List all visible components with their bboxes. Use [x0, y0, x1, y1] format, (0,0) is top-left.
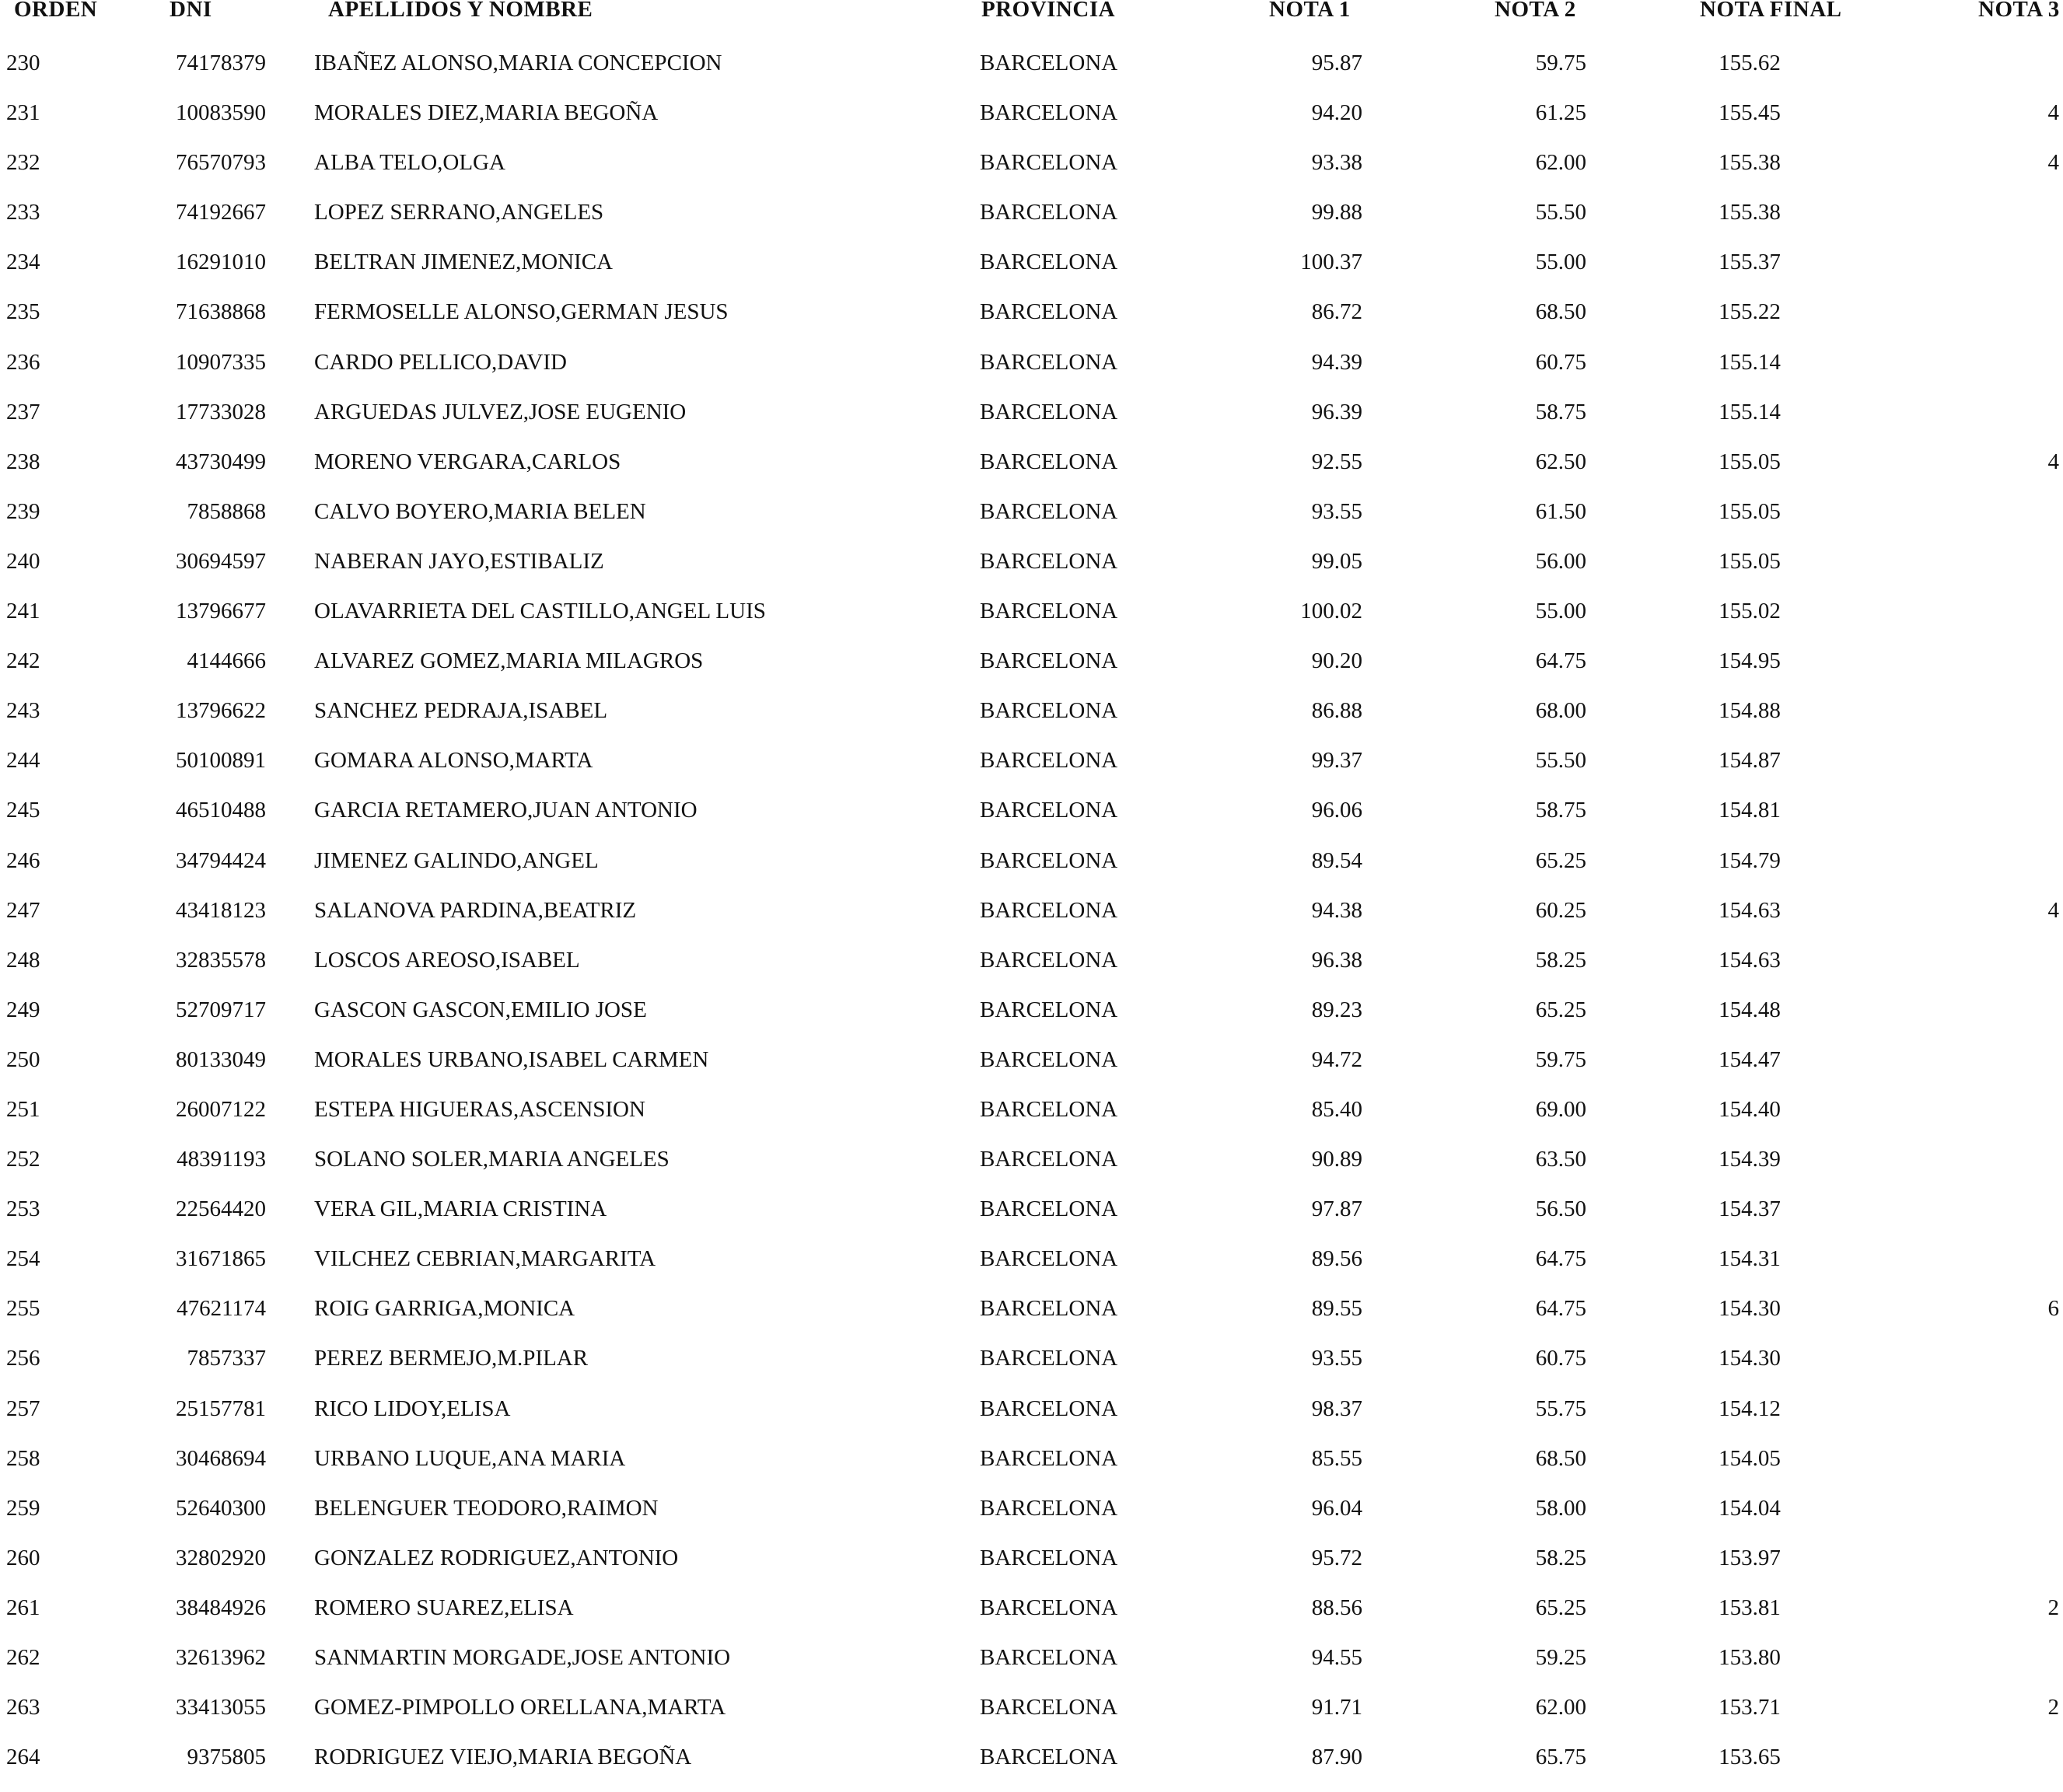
cell-orden: 245 — [6, 798, 40, 823]
cell-nota2: 58.75 — [1535, 798, 1586, 823]
cell-orden: 239 — [6, 498, 40, 524]
cell-provincia: BARCELONA — [980, 798, 1118, 823]
cell-orden: 240 — [6, 548, 40, 574]
cell-dni: 46510488 — [176, 798, 266, 823]
table-row — [0, 696, 2063, 746]
cell-nota2: 58.00 — [1535, 1495, 1586, 1521]
cell-provincia: BARCELONA — [980, 150, 1118, 176]
cell-dni: 71638868 — [176, 299, 266, 325]
header-orden: ORDEN — [14, 0, 98, 22]
table-row — [0, 348, 2063, 397]
cell-dni: 31671865 — [176, 1246, 266, 1272]
cell-nombre: BELENGUER TEODORO,RAIMON — [314, 1495, 659, 1521]
cell-dni: 30468694 — [176, 1445, 266, 1471]
cell-nota1: 95.87 — [1311, 51, 1362, 75]
cell-nota1: 93.38 — [1311, 150, 1362, 176]
cell-nota2: 55.50 — [1535, 748, 1586, 774]
cell-nota1: 94.72 — [1311, 1046, 1362, 1072]
cell-nota2: 65.75 — [1535, 1745, 1586, 1770]
cell-nota3: 2 — [2047, 1595, 2059, 1620]
cell-nota2: 64.75 — [1535, 1296, 1586, 1322]
table-row — [0, 1643, 2063, 1692]
cell-dni: 10083590 — [176, 100, 266, 126]
cell-orden: 243 — [6, 698, 40, 724]
cell-nota1: 85.55 — [1311, 1445, 1362, 1471]
cell-nota1: 85.40 — [1311, 1096, 1362, 1122]
cell-provincia: BARCELONA — [980, 498, 1118, 524]
cell-nota1: 90.89 — [1311, 1147, 1362, 1172]
cell-nombre: GONZALEZ RODRIGUEZ,ANTONIO — [314, 1545, 679, 1570]
cell-nota1: 87.90 — [1311, 1745, 1362, 1770]
cell-nota-final: 155.05 — [1719, 498, 1781, 524]
cell-nota-final: 153.80 — [1719, 1645, 1781, 1670]
cell-dni: 38484926 — [176, 1595, 266, 1620]
header-dni: DNI — [170, 0, 212, 22]
cell-nota1: 99.05 — [1311, 548, 1362, 574]
cell-nombre: GOMEZ-PIMPOLLO ORELLANA,MARTA — [314, 1695, 726, 1720]
header-nota2: NOTA 2 — [1495, 0, 1576, 22]
table-row — [0, 1394, 2063, 1444]
cell-nota-final: 154.81 — [1719, 798, 1781, 823]
cell-nota1: 96.04 — [1311, 1495, 1362, 1521]
cell-nota2: 62.00 — [1535, 1695, 1586, 1720]
cell-nota1: 93.55 — [1311, 498, 1362, 524]
cell-dni: 4144666 — [187, 648, 266, 674]
cell-nota3: 6 — [2047, 1296, 2059, 1322]
cell-nota2: 68.50 — [1535, 1445, 1586, 1471]
cell-provincia: BARCELONA — [980, 200, 1118, 225]
cell-nota-final: 153.81 — [1719, 1595, 1781, 1620]
cell-nota2: 63.50 — [1535, 1147, 1586, 1172]
cell-dni: 13796622 — [176, 698, 266, 724]
cell-nota1: 95.72 — [1311, 1545, 1362, 1570]
cell-nota2: 69.00 — [1535, 1096, 1586, 1122]
cell-nota3: 4 — [2047, 449, 2059, 474]
cell-orden: 258 — [6, 1445, 40, 1471]
cell-nota2: 58.75 — [1535, 399, 1586, 424]
cell-provincia: BARCELONA — [980, 1346, 1118, 1371]
table-row — [0, 1444, 2063, 1493]
cell-nota2: 60.75 — [1535, 349, 1586, 375]
cell-nombre: NABERAN JAYO,ESTIBALIZ — [314, 548, 604, 574]
cell-orden: 232 — [6, 150, 40, 176]
cell-nombre: BELTRAN JIMENEZ,MONICA — [314, 250, 613, 275]
cell-provincia: BARCELONA — [980, 1296, 1118, 1322]
cell-nombre: VILCHEZ CEBRIAN,MARGARITA — [314, 1246, 656, 1272]
cell-dni: 32802920 — [176, 1545, 266, 1570]
cell-nombre: PEREZ BERMEJO,M.PILAR — [314, 1346, 589, 1371]
table-row — [0, 197, 2063, 247]
cell-nota2: 56.00 — [1535, 548, 1586, 574]
table-row — [0, 1244, 2063, 1294]
cell-dni: 52709717 — [176, 997, 266, 1022]
cell-provincia: BARCELONA — [980, 1645, 1118, 1670]
cell-nota3: 4 — [2047, 100, 2059, 126]
cell-nota2: 59.25 — [1535, 1645, 1586, 1670]
cell-nota-final: 155.37 — [1719, 250, 1781, 275]
cell-nombre: MORALES URBANO,ISABEL CARMEN — [314, 1046, 709, 1072]
cell-nota-final: 154.31 — [1719, 1246, 1781, 1272]
cell-nota1: 97.87 — [1311, 1196, 1362, 1222]
cell-provincia: BARCELONA — [980, 349, 1118, 375]
cell-nota2: 61.25 — [1535, 100, 1586, 126]
cell-nota2: 68.00 — [1535, 698, 1586, 724]
table-row — [0, 547, 2063, 596]
cell-nota1: 94.39 — [1311, 349, 1362, 375]
cell-nota3: 2 — [2047, 1695, 2059, 1720]
cell-nota2: 62.00 — [1535, 150, 1586, 176]
cell-provincia: BARCELONA — [980, 847, 1118, 873]
table-row — [0, 1095, 2063, 1144]
header-nota-final: NOTA FINAL — [1700, 0, 1842, 22]
cell-nota-final: 154.47 — [1719, 1046, 1781, 1072]
cell-nombre: ROMERO SUAREZ,ELISA — [314, 1595, 574, 1620]
table-row — [0, 1343, 2063, 1393]
cell-dni: 47621174 — [177, 1296, 266, 1322]
cell-provincia: BARCELONA — [980, 599, 1118, 624]
cell-nombre: GARCIA RETAMERO,JUAN ANTONIO — [314, 798, 698, 823]
cell-nota2: 68.50 — [1535, 299, 1586, 325]
table-row — [0, 896, 2063, 945]
cell-dni: 17733028 — [176, 399, 266, 424]
cell-nota1: 99.88 — [1311, 200, 1362, 225]
cell-orden: 230 — [6, 51, 40, 75]
cell-nota-final: 155.14 — [1719, 399, 1781, 424]
cell-provincia: BARCELONA — [980, 299, 1118, 325]
cell-orden: 241 — [6, 599, 40, 624]
cell-dni: 26007122 — [176, 1096, 266, 1122]
cell-orden: 238 — [6, 449, 40, 474]
cell-provincia: BARCELONA — [980, 648, 1118, 674]
cell-nota-final: 155.45 — [1719, 100, 1781, 126]
cell-orden: 257 — [6, 1396, 40, 1421]
cell-provincia: BARCELONA — [980, 698, 1118, 724]
cell-nota-final: 154.48 — [1719, 997, 1781, 1022]
cell-orden: 246 — [6, 847, 40, 873]
cell-nota-final: 154.79 — [1719, 847, 1781, 873]
cell-nota-final: 155.02 — [1719, 599, 1781, 624]
table-row — [0, 746, 2063, 795]
cell-nota-final: 154.12 — [1719, 1396, 1781, 1421]
cell-nombre: RODRIGUEZ VIEJO,MARIA BEGOÑA — [314, 1745, 692, 1770]
cell-nombre: ROIG GARRIGA,MONICA — [314, 1296, 575, 1322]
cell-orden: 231 — [6, 100, 40, 126]
cell-provincia: BARCELONA — [980, 548, 1118, 574]
cell-orden: 235 — [6, 299, 40, 325]
cell-nota2: 55.00 — [1535, 250, 1586, 275]
cell-nombre: LOPEZ SERRANO,ANGELES — [314, 200, 604, 225]
table-row — [0, 497, 2063, 547]
cell-dni: 76570793 — [176, 150, 266, 176]
cell-dni: 74178379 — [176, 51, 266, 75]
cell-nota2: 58.25 — [1535, 947, 1586, 973]
cell-nota1: 96.06 — [1311, 798, 1362, 823]
cell-orden: 250 — [6, 1046, 40, 1072]
cell-nota1: 88.56 — [1311, 1595, 1362, 1620]
table-row — [0, 945, 2063, 995]
table-row — [0, 247, 2063, 297]
cell-nota2: 56.50 — [1535, 1196, 1586, 1222]
cell-orden: 259 — [6, 1495, 40, 1521]
table-row — [0, 1194, 2063, 1244]
cell-dni: 22564420 — [176, 1196, 266, 1222]
cell-nota1: 91.71 — [1311, 1695, 1362, 1720]
cell-nombre: SOLANO SOLER,MARIA ANGELES — [314, 1147, 670, 1172]
cell-nota2: 60.75 — [1535, 1346, 1586, 1371]
cell-orden: 255 — [6, 1296, 40, 1322]
cell-orden: 249 — [6, 997, 40, 1022]
cell-orden: 236 — [6, 349, 40, 375]
cell-dni: 13796677 — [176, 599, 266, 624]
cell-nota1: 96.39 — [1311, 399, 1362, 424]
cell-nota1: 94.55 — [1311, 1645, 1362, 1670]
cell-nota1: 89.23 — [1311, 997, 1362, 1022]
table-row — [0, 148, 2063, 197]
cell-nota-final: 154.04 — [1719, 1495, 1781, 1521]
cell-dni: 34794424 — [176, 847, 266, 873]
cell-provincia: BARCELONA — [980, 399, 1118, 424]
cell-nota1: 98.37 — [1311, 1396, 1362, 1421]
cell-orden: 247 — [6, 897, 40, 923]
cell-provincia: BARCELONA — [980, 1046, 1118, 1072]
cell-nota2: 65.25 — [1535, 1595, 1586, 1620]
table-row — [0, 1045, 2063, 1095]
cell-orden: 254 — [6, 1246, 40, 1272]
cell-nota-final: 153.97 — [1719, 1545, 1781, 1570]
cell-dni: 80133049 — [176, 1046, 266, 1072]
cell-orden: 234 — [6, 250, 40, 275]
table-row — [0, 795, 2063, 845]
cell-nota-final: 153.65 — [1719, 1745, 1781, 1770]
table-body — [0, 48, 2063, 1792]
cell-nombre: SALANOVA PARDINA,BEATRIZ — [314, 897, 637, 923]
cell-nombre: JIMENEZ GALINDO,ANGEL — [314, 847, 599, 873]
cell-provincia: BARCELONA — [980, 1196, 1118, 1222]
cell-nombre: ESTEPA HIGUERAS,ASCENSION — [314, 1096, 645, 1122]
cell-nota2: 58.25 — [1535, 1545, 1586, 1570]
header-nota3: NOTA 3 — [1978, 0, 2060, 22]
cell-nota2: 55.50 — [1535, 200, 1586, 225]
cell-nota1: 100.37 — [1300, 250, 1362, 275]
cell-orden: 248 — [6, 947, 40, 973]
cell-nota3: 4 — [2047, 897, 2059, 923]
cell-nombre: URBANO LUQUE,ANA MARIA — [314, 1445, 626, 1471]
cell-nota3: 4 — [2047, 150, 2059, 176]
cell-nota-final: 154.30 — [1719, 1346, 1781, 1371]
cell-orden: 264 — [6, 1745, 40, 1770]
cell-nota-final: 153.71 — [1719, 1695, 1781, 1720]
cell-provincia: BARCELONA — [980, 997, 1118, 1022]
table-row — [0, 995, 2063, 1045]
cell-dni: 43730499 — [176, 449, 266, 474]
cell-orden: 251 — [6, 1096, 40, 1122]
cell-provincia: BARCELONA — [980, 1545, 1118, 1570]
cell-nombre: OLAVARRIETA DEL CASTILLO,ANGEL LUIS — [314, 599, 766, 624]
cell-nota-final: 155.38 — [1719, 200, 1781, 225]
cell-orden: 263 — [6, 1695, 40, 1720]
cell-nota-final: 155.38 — [1719, 150, 1781, 176]
cell-dni: 33413055 — [176, 1695, 266, 1720]
table-row — [0, 1493, 2063, 1543]
cell-orden: 233 — [6, 200, 40, 225]
cell-provincia: BARCELONA — [980, 1445, 1118, 1471]
cell-dni: 48391193 — [177, 1147, 266, 1172]
table-row — [0, 1692, 2063, 1742]
cell-provincia: BARCELONA — [980, 1096, 1118, 1122]
cell-nombre: MORENO VERGARA,CARLOS — [314, 449, 621, 474]
cell-orden: 237 — [6, 399, 40, 424]
cell-nota-final: 155.14 — [1719, 349, 1781, 375]
cell-nota2: 59.75 — [1535, 51, 1586, 75]
cell-provincia: BARCELONA — [980, 449, 1118, 474]
cell-nombre: SANMARTIN MORGADE,JOSE ANTONIO — [314, 1645, 731, 1670]
table-row — [0, 596, 2063, 646]
header-provincia: PROVINCIA — [981, 0, 1116, 22]
cell-provincia: BARCELONA — [980, 1147, 1118, 1172]
cell-provincia: BARCELONA — [980, 250, 1118, 275]
cell-nombre: CARDO PELLICO,DAVID — [314, 349, 567, 375]
cell-nombre: ALBA TELO,OLGA — [314, 150, 505, 176]
cell-nota-final: 155.05 — [1719, 548, 1781, 574]
cell-nombre: FERMOSELLE ALONSO,GERMAN JESUS — [314, 299, 729, 325]
cell-provincia: BARCELONA — [980, 748, 1118, 774]
cell-dni: 25157781 — [176, 1396, 266, 1421]
cell-nota1: 89.56 — [1311, 1246, 1362, 1272]
cell-nota-final: 154.88 — [1719, 698, 1781, 724]
table-row — [0, 98, 2063, 148]
cell-nota-final: 154.63 — [1719, 897, 1781, 923]
table-row — [0, 447, 2063, 497]
cell-nombre: SANCHEZ PEDRAJA,ISABEL — [314, 698, 608, 724]
cell-nombre: MORALES DIEZ,MARIA BEGOÑA — [314, 100, 659, 126]
cell-orden: 253 — [6, 1196, 40, 1222]
cell-orden: 242 — [6, 648, 40, 674]
cell-nota2: 61.50 — [1535, 498, 1586, 524]
table-row — [0, 1742, 2063, 1792]
cell-nombre: ALVAREZ GOMEZ,MARIA MILAGROS — [314, 648, 704, 674]
cell-nombre: GASCON GASCON,EMILIO JOSE — [314, 997, 647, 1022]
cell-provincia: BARCELONA — [980, 947, 1118, 973]
cell-nota1: 93.55 — [1311, 1346, 1362, 1371]
cell-dni: 43418123 — [176, 897, 266, 923]
table-row — [0, 297, 2063, 347]
table-row — [0, 846, 2063, 896]
cell-nota1: 99.37 — [1311, 748, 1362, 774]
cell-nota-final: 154.40 — [1719, 1096, 1781, 1122]
cell-provincia: BARCELONA — [980, 897, 1118, 923]
cell-nota2: 60.25 — [1535, 897, 1586, 923]
cell-nota1: 94.20 — [1311, 100, 1362, 126]
cell-provincia: BARCELONA — [980, 1495, 1118, 1521]
cell-nota2: 64.75 — [1535, 648, 1586, 674]
cell-nota1: 96.38 — [1311, 947, 1362, 973]
cell-orden: 244 — [6, 748, 40, 774]
cell-nombre: RICO LIDOY,ELISA — [314, 1396, 511, 1421]
cell-nota2: 65.25 — [1535, 847, 1586, 873]
cell-dni: 50100891 — [176, 748, 266, 774]
cell-dni: 32835578 — [176, 947, 266, 973]
cell-nota2: 65.25 — [1535, 997, 1586, 1022]
cell-nota-final: 154.30 — [1719, 1296, 1781, 1322]
cell-nombre: GOMARA ALONSO,MARTA — [314, 748, 593, 774]
header-nombre: APELLIDOS Y NOMBRE — [328, 0, 593, 22]
cell-orden: 260 — [6, 1545, 40, 1570]
cell-nota1: 94.38 — [1311, 897, 1362, 923]
cell-dni: 32613962 — [176, 1645, 266, 1670]
cell-nota1: 86.88 — [1311, 698, 1362, 724]
cell-nota-final: 155.05 — [1719, 449, 1781, 474]
cell-nota2: 62.50 — [1535, 449, 1586, 474]
cell-nombre: CALVO BOYERO,MARIA BELEN — [314, 498, 646, 524]
table-row — [0, 646, 2063, 696]
cell-nota-final: 154.87 — [1719, 748, 1781, 774]
cell-dni: 52640300 — [176, 1495, 266, 1521]
cell-nota-final: 154.05 — [1719, 1445, 1781, 1471]
cell-provincia: BARCELONA — [980, 1695, 1118, 1720]
cell-provincia: BARCELONA — [980, 100, 1118, 126]
cell-dni: 30694597 — [176, 548, 266, 574]
header-nota1: NOTA 1 — [1269, 0, 1351, 22]
cell-dni: 74192667 — [176, 200, 266, 225]
cell-orden: 252 — [6, 1147, 40, 1172]
cell-nota1: 89.55 — [1311, 1296, 1362, 1322]
cell-nota1: 100.02 — [1300, 599, 1362, 624]
cell-nota-final: 154.37 — [1719, 1196, 1781, 1222]
cell-orden: 262 — [6, 1645, 40, 1670]
cell-provincia: BARCELONA — [980, 1246, 1118, 1272]
cell-nota-final: 154.63 — [1719, 947, 1781, 973]
cell-dni: 7857337 — [187, 1346, 266, 1371]
cell-nota1: 92.55 — [1311, 449, 1362, 474]
cell-orden: 256 — [6, 1346, 40, 1371]
cell-dni: 7858868 — [187, 498, 266, 524]
cell-nota1: 89.54 — [1311, 847, 1362, 873]
cell-nota2: 55.75 — [1535, 1396, 1586, 1421]
cell-provincia: BARCELONA — [980, 1595, 1118, 1620]
cell-dni: 10907335 — [176, 349, 266, 375]
cell-nombre: IBAÑEZ ALONSO,MARIA CONCEPCION — [314, 51, 722, 75]
cell-dni: 16291010 — [176, 250, 266, 275]
cell-nota1: 86.72 — [1311, 299, 1362, 325]
cell-nota1: 90.20 — [1311, 648, 1362, 674]
cell-nota2: 59.75 — [1535, 1046, 1586, 1072]
cell-nota2: 55.00 — [1535, 599, 1586, 624]
cell-nombre: LOSCOS AREOSO,ISABEL — [314, 947, 580, 973]
cell-provincia: BARCELONA — [980, 51, 1118, 75]
cell-nota2: 64.75 — [1535, 1246, 1586, 1272]
table-row — [0, 48, 2063, 98]
cell-nota-final: 155.62 — [1719, 51, 1781, 75]
cell-nota-final: 154.39 — [1719, 1147, 1781, 1172]
table-header — [0, 0, 2063, 31]
cell-provincia: BARCELONA — [980, 1396, 1118, 1421]
cell-nombre: ARGUEDAS JULVEZ,JOSE EUGENIO — [314, 399, 687, 424]
cell-provincia: BARCELONA — [980, 1745, 1118, 1770]
table-row — [0, 1144, 2063, 1194]
cell-nombre: VERA GIL,MARIA CRISTINA — [314, 1196, 607, 1222]
table-row — [0, 1294, 2063, 1343]
cell-nota-final: 154.95 — [1719, 648, 1781, 674]
cell-dni: 9375805 — [187, 1745, 266, 1770]
table-row — [0, 1543, 2063, 1593]
table-row — [0, 1593, 2063, 1643]
table-row — [0, 397, 2063, 447]
cell-orden: 261 — [6, 1595, 40, 1620]
cell-nota-final: 155.22 — [1719, 299, 1781, 325]
